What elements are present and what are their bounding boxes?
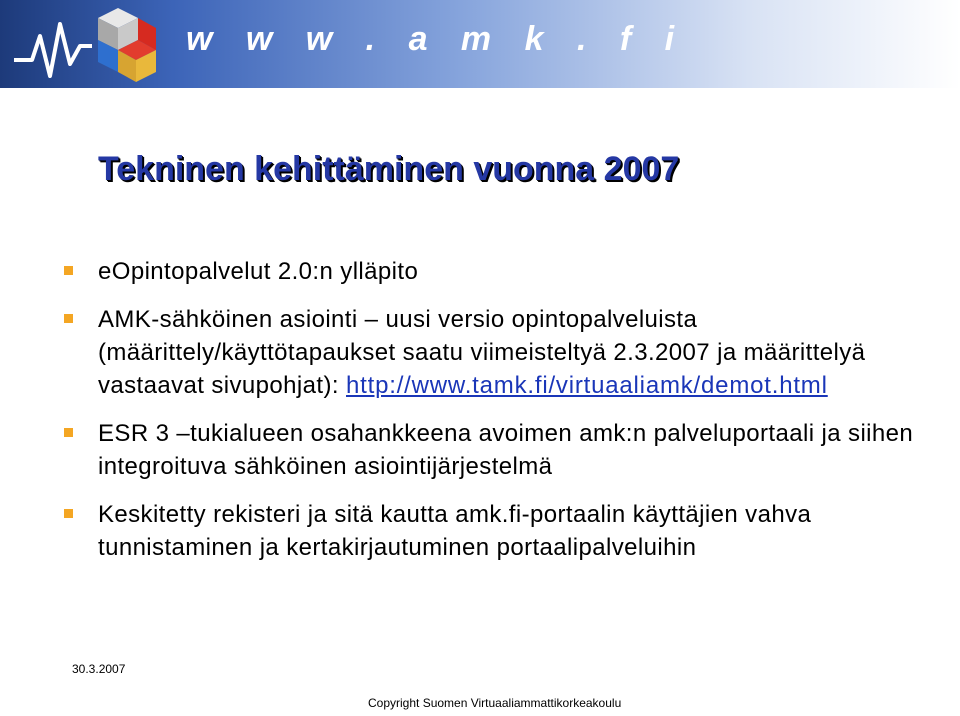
- brand-url-text: w w w . a m k . f i: [186, 20, 687, 58]
- bullet-item: [62, 498, 942, 564]
- footer-date: 30.3.2007: [72, 662, 126, 676]
- footer-copyright: Copyright Suomen Virtuaaliammattikorkeakoulu: [368, 696, 622, 710]
- slide-title: Tekninen kehittäminen vuonna 2007: [98, 150, 680, 188]
- bullet-text: eOpintopalvelut 2.0:n ylläpito: [98, 258, 419, 285]
- bullet-list: [62, 255, 942, 579]
- square-bullet-icon: [64, 428, 73, 437]
- demo-link[interactable]: http://www.tamk.fi/virtuaaliamk/demot.html: [346, 372, 828, 399]
- bullet-text: ESR 3 –tukialueen osahankkeena avoimen amk:n palveluportaali ja siihen integroituva sähköinen asiointijärjestelmä: [98, 420, 914, 480]
- bullet-text: Keskitetty rekisteri ja sitä kautta amk.fi-portaalin käyttäjien vahva tunnistaminen ja kertakirjautuminen portaalipalveluihin: [98, 501, 812, 561]
- square-bullet-icon: [64, 509, 73, 518]
- square-bullet-icon: [64, 314, 73, 323]
- bullet-item: [62, 303, 942, 402]
- bullet-item: [62, 255, 942, 288]
- header-banner: [0, 0, 960, 88]
- bullet-item: [62, 417, 942, 483]
- bullet-text: AMK-sähköinen asiointi – uusi versio opintopalveluista (määrittely/käyttötapaukset saatu viimeisteltyä 2.3.2007 ja määrittelyä vastaavat sivupohjat):: [98, 306, 866, 399]
- square-bullet-icon: [64, 266, 73, 275]
- amk-logo-icon: [14, 2, 194, 88]
